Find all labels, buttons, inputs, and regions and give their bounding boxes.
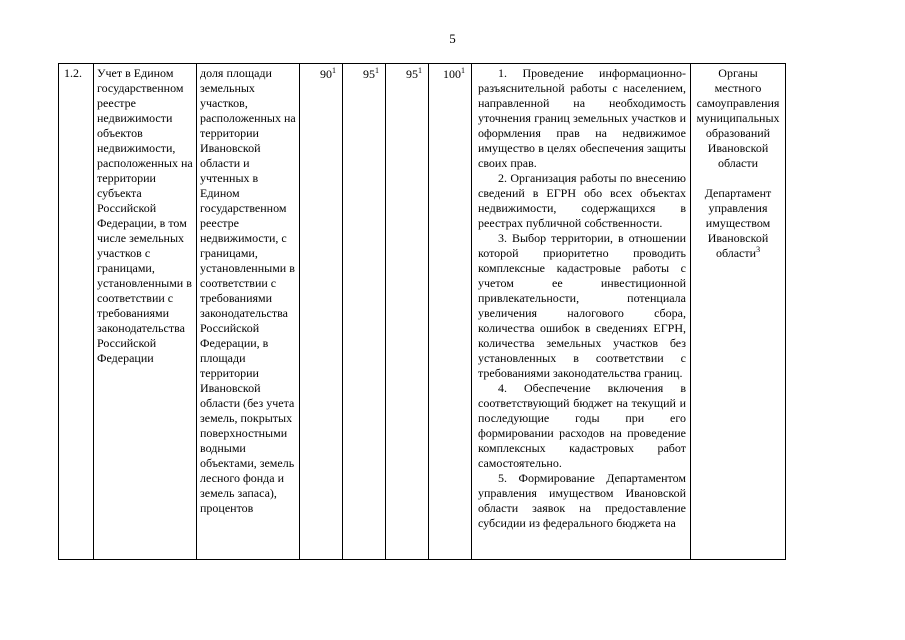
footnote-mark: 1 [375,66,379,75]
measure-item: 1. Проведение информационно-разъяснительной работы с населением, направленной на необходимость уточнения границ земельных участков и оформления прав на недвижимое имущество в целях обеспечения защиты своих прав. [478,66,686,170]
page-number: 5 [449,31,456,46]
footnote-mark: 1 [332,66,336,75]
value-text: 95 [406,67,418,81]
indicator-cell [94,64,197,560]
table-row [59,64,786,560]
executor-item-wrap [694,186,782,261]
row-number: 1.2. [64,66,82,80]
unit-text: доля площади земельных участков, расположенных на территории Ивановской области и учтенных в Едином государственном реестре недвижимости, с границами, установленными в соответствии с требованиями законодательства Российской Федерации, в площади территории Ивановской области (без учета земель, покрытых поверхностными водными объектами, земель лесного фонда и земель запаса), процентов [200,66,296,515]
value-cell [300,64,343,560]
executors-cell [691,64,786,560]
executor-item: Органы местного самоуправления муниципальных образований Ивановской области [696,66,780,170]
value-cell [386,64,429,560]
measure-item: 2. Организация работы по внесению сведений в ЕГРН обо всех объектах недвижимости, содержащихся в реестрах публичной собственности. [478,171,686,230]
measures-cell [472,64,691,560]
measure-item: 4. Обеспечение включения в соответствующий бюджет на текущий и последующие годы при его формировании расходов на проведение комплексных кадастровых работ самостоятельно. [478,381,686,470]
value-text: 95 [363,67,375,81]
value-cell [429,64,472,560]
value-text: 100 [443,67,461,81]
footnote-mark: 1 [461,66,465,75]
targets-table [58,63,786,560]
executor-item: Департамент управления имуществом Ивановской области [704,186,772,260]
measure-item: 3. Выбор территории, в отношении которой приоритетно проводить комплексные кадастровые работы с учетом ее инвестиционной привлекательности, потенциала увеличения налогового сбора, количества ошибок в сведениях ЕГРН, количества земельных участков без установленных в соответствии с требованиями законодательства границ. [478,231,686,380]
footnote-mark: 1 [418,66,422,75]
unit-cell [197,64,300,560]
measure-item: 5. Формирование Департаментом управления имуществом Ивановской области заявок на предоставление субсидии из федерального бюджета на [478,471,686,530]
value-text: 90 [320,67,332,81]
footnote-mark: 3 [756,245,761,254]
indicator-text: Учет в Едином государственном реестре недвижимости объектов недвижимости, расположенных на территории субъекта Российской Федерации, в том числе земельных участков с границами, установленными в соответствии с требованиями законодательства Российской Федерации [97,66,193,365]
value-cell [343,64,386,560]
row-number-cell [59,64,94,560]
